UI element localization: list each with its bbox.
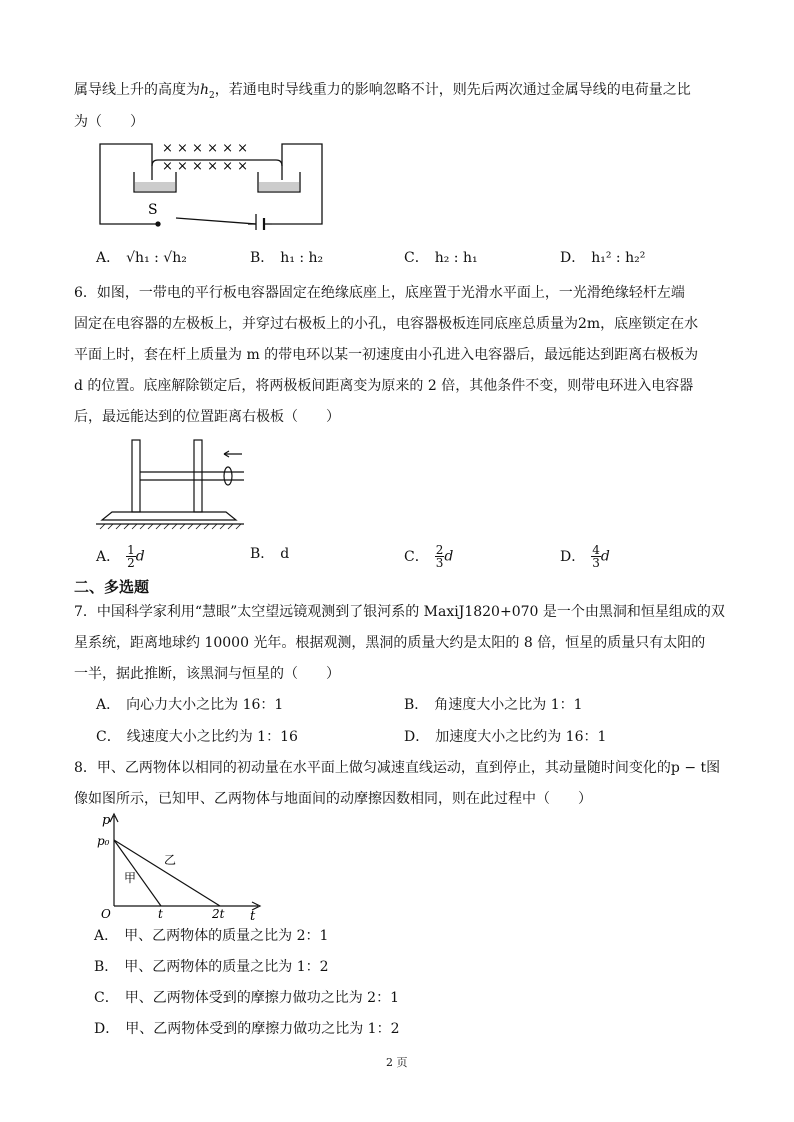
q7-option-a: A． 向心力大小之比为 16：1 <box>96 697 284 713</box>
q7-option-d: D． 加速度大小之比约为 16：1 <box>404 729 607 745</box>
p-axis-label: p <box>102 813 111 828</box>
magnetic-field-row2: × × × × × × <box>162 159 249 174</box>
q7-option-b: B． 角速度大小之比为 1：1 <box>404 697 583 713</box>
q5-option-c: C． h₂ : h₁ <box>404 250 478 266</box>
q5-option-b: B． h₁ : h₂ <box>250 250 324 266</box>
q8-option-b: B． 甲、乙两物体的质量之比为 1：2 <box>94 959 329 975</box>
q6-text-line2: 固定在电容器的左极板上，并穿过右极板上的小孔，电容器极板连同底座总质量为2m，底座锁定在水 <box>74 316 699 332</box>
q8-option-d: D． 甲、乙两物体受到的摩擦力做功之比为 1：2 <box>94 1021 400 1037</box>
q6-option-a: A． $\frac{1}{2}$ d <box>96 543 145 570</box>
q6-option-c-fraction: $\frac{2}{3}$ <box>435 543 444 570</box>
q5-option-b-text: h₁ : h₂ <box>280 250 324 266</box>
q6-text-line5: 后，最远能达到的位置距离右极板（ ） <box>74 409 340 425</box>
q5-option-a: A． √h₁ : √h₂ <box>96 250 187 266</box>
q6-option-b: B． d <box>250 546 290 562</box>
switch-blade <box>176 218 256 224</box>
q6-option-d: D． $\frac{4}{3}$ d <box>560 543 610 570</box>
q5-option-d-text: h₁² : h₂² <box>591 250 646 266</box>
t2-label: 2t <box>212 907 225 921</box>
section-heading-multiple-choice: 二、多选题 <box>74 578 150 596</box>
q5-option-c-text: h₂ : h₁ <box>434 250 478 266</box>
page-number: 2 页 <box>386 1056 408 1069</box>
jia-label: 甲 <box>124 871 137 885</box>
q6-text-line4: d 的位置。底座解除锁定后，将两极板间距离变为原来的 2 倍，其他条件不变，则带电环进入电容器 <box>74 378 694 394</box>
t1-label: t <box>158 907 163 921</box>
q8-p-t-graph <box>94 810 270 922</box>
q6-text-line1: 6．如图，一带电的平行板电容器固定在绝缘底座上，底座置于光滑水平面上，一光滑绝缘轻杆左端 <box>74 285 685 301</box>
line-jia <box>114 840 161 906</box>
magnetic-field-row1: × × × × × × <box>162 141 249 156</box>
origin-label: O <box>101 907 111 921</box>
q8-option-c: C． 甲、乙两物体受到的摩擦力做功之比为 2：1 <box>94 990 399 1006</box>
q5-option-d: D． h₁² : h₂² <box>560 250 646 266</box>
q7-text-line3: 一半，据此推断，该黑洞与恒星的（ ） <box>74 666 340 682</box>
switch-label: S <box>148 202 158 218</box>
q8-text-line1: 8．甲、乙两物体以相同的初动量在水平面上做匀减速直线运动，直到停止，其动量随时间变化的p − t图 <box>74 760 721 776</box>
left-beaker-liquid <box>135 182 175 191</box>
q6-text-line3: 平面上时，套在杆上质量为 m 的带电环以某一初速度由小孔进入电容器后，最远能达到距离右极板为 <box>74 347 699 363</box>
q8-text-line2: 像如图所示，已知甲、乙两物体与地面间的动摩擦因数相同，则在此过程中（ ） <box>74 791 592 807</box>
q5-text-line2: 为（ ） <box>74 114 144 130</box>
q6-option-d-fraction: $\frac{4}{3}$ <box>592 543 600 570</box>
q7-text-line1: 7．中国科学家利用“慧眼”太空望远镜观测到了银河系的 MaxiJ1820+070 是一个由黑洞和恒星组成的双 <box>74 604 725 620</box>
q7-option-c: C． 线速度大小之比约为 1：16 <box>96 729 298 745</box>
p0-label: p₀ <box>97 834 110 848</box>
q6-capacitor-diagram <box>96 434 244 530</box>
yi-label: 乙 <box>164 853 177 867</box>
q6-option-a-fraction: $\frac{1}{2}$ <box>127 543 135 570</box>
q5-option-a-text: √h₁ : √h₂ <box>126 250 187 266</box>
q8-option-a: A． 甲、乙两物体的质量之比为 2：1 <box>94 928 329 944</box>
q5-circuit-diagram <box>96 138 326 230</box>
t-axis-label: t <box>250 909 256 922</box>
right-beaker-liquid <box>259 182 299 191</box>
q6-option-c: C． $\frac{2}{3}$ d <box>404 543 454 570</box>
q7-text-line2: 星系统，距离地球约 10000 光年。根据观测，黑洞的质量大约是太阳的 8 倍，恒星的质量只有太阳的 <box>74 635 706 651</box>
q5-text-line1: 属导线上升的高度为$h_2$，若通电时导线重力的影响忽略不计，则先后两次通过金属导线的电荷量之比 <box>74 82 691 101</box>
